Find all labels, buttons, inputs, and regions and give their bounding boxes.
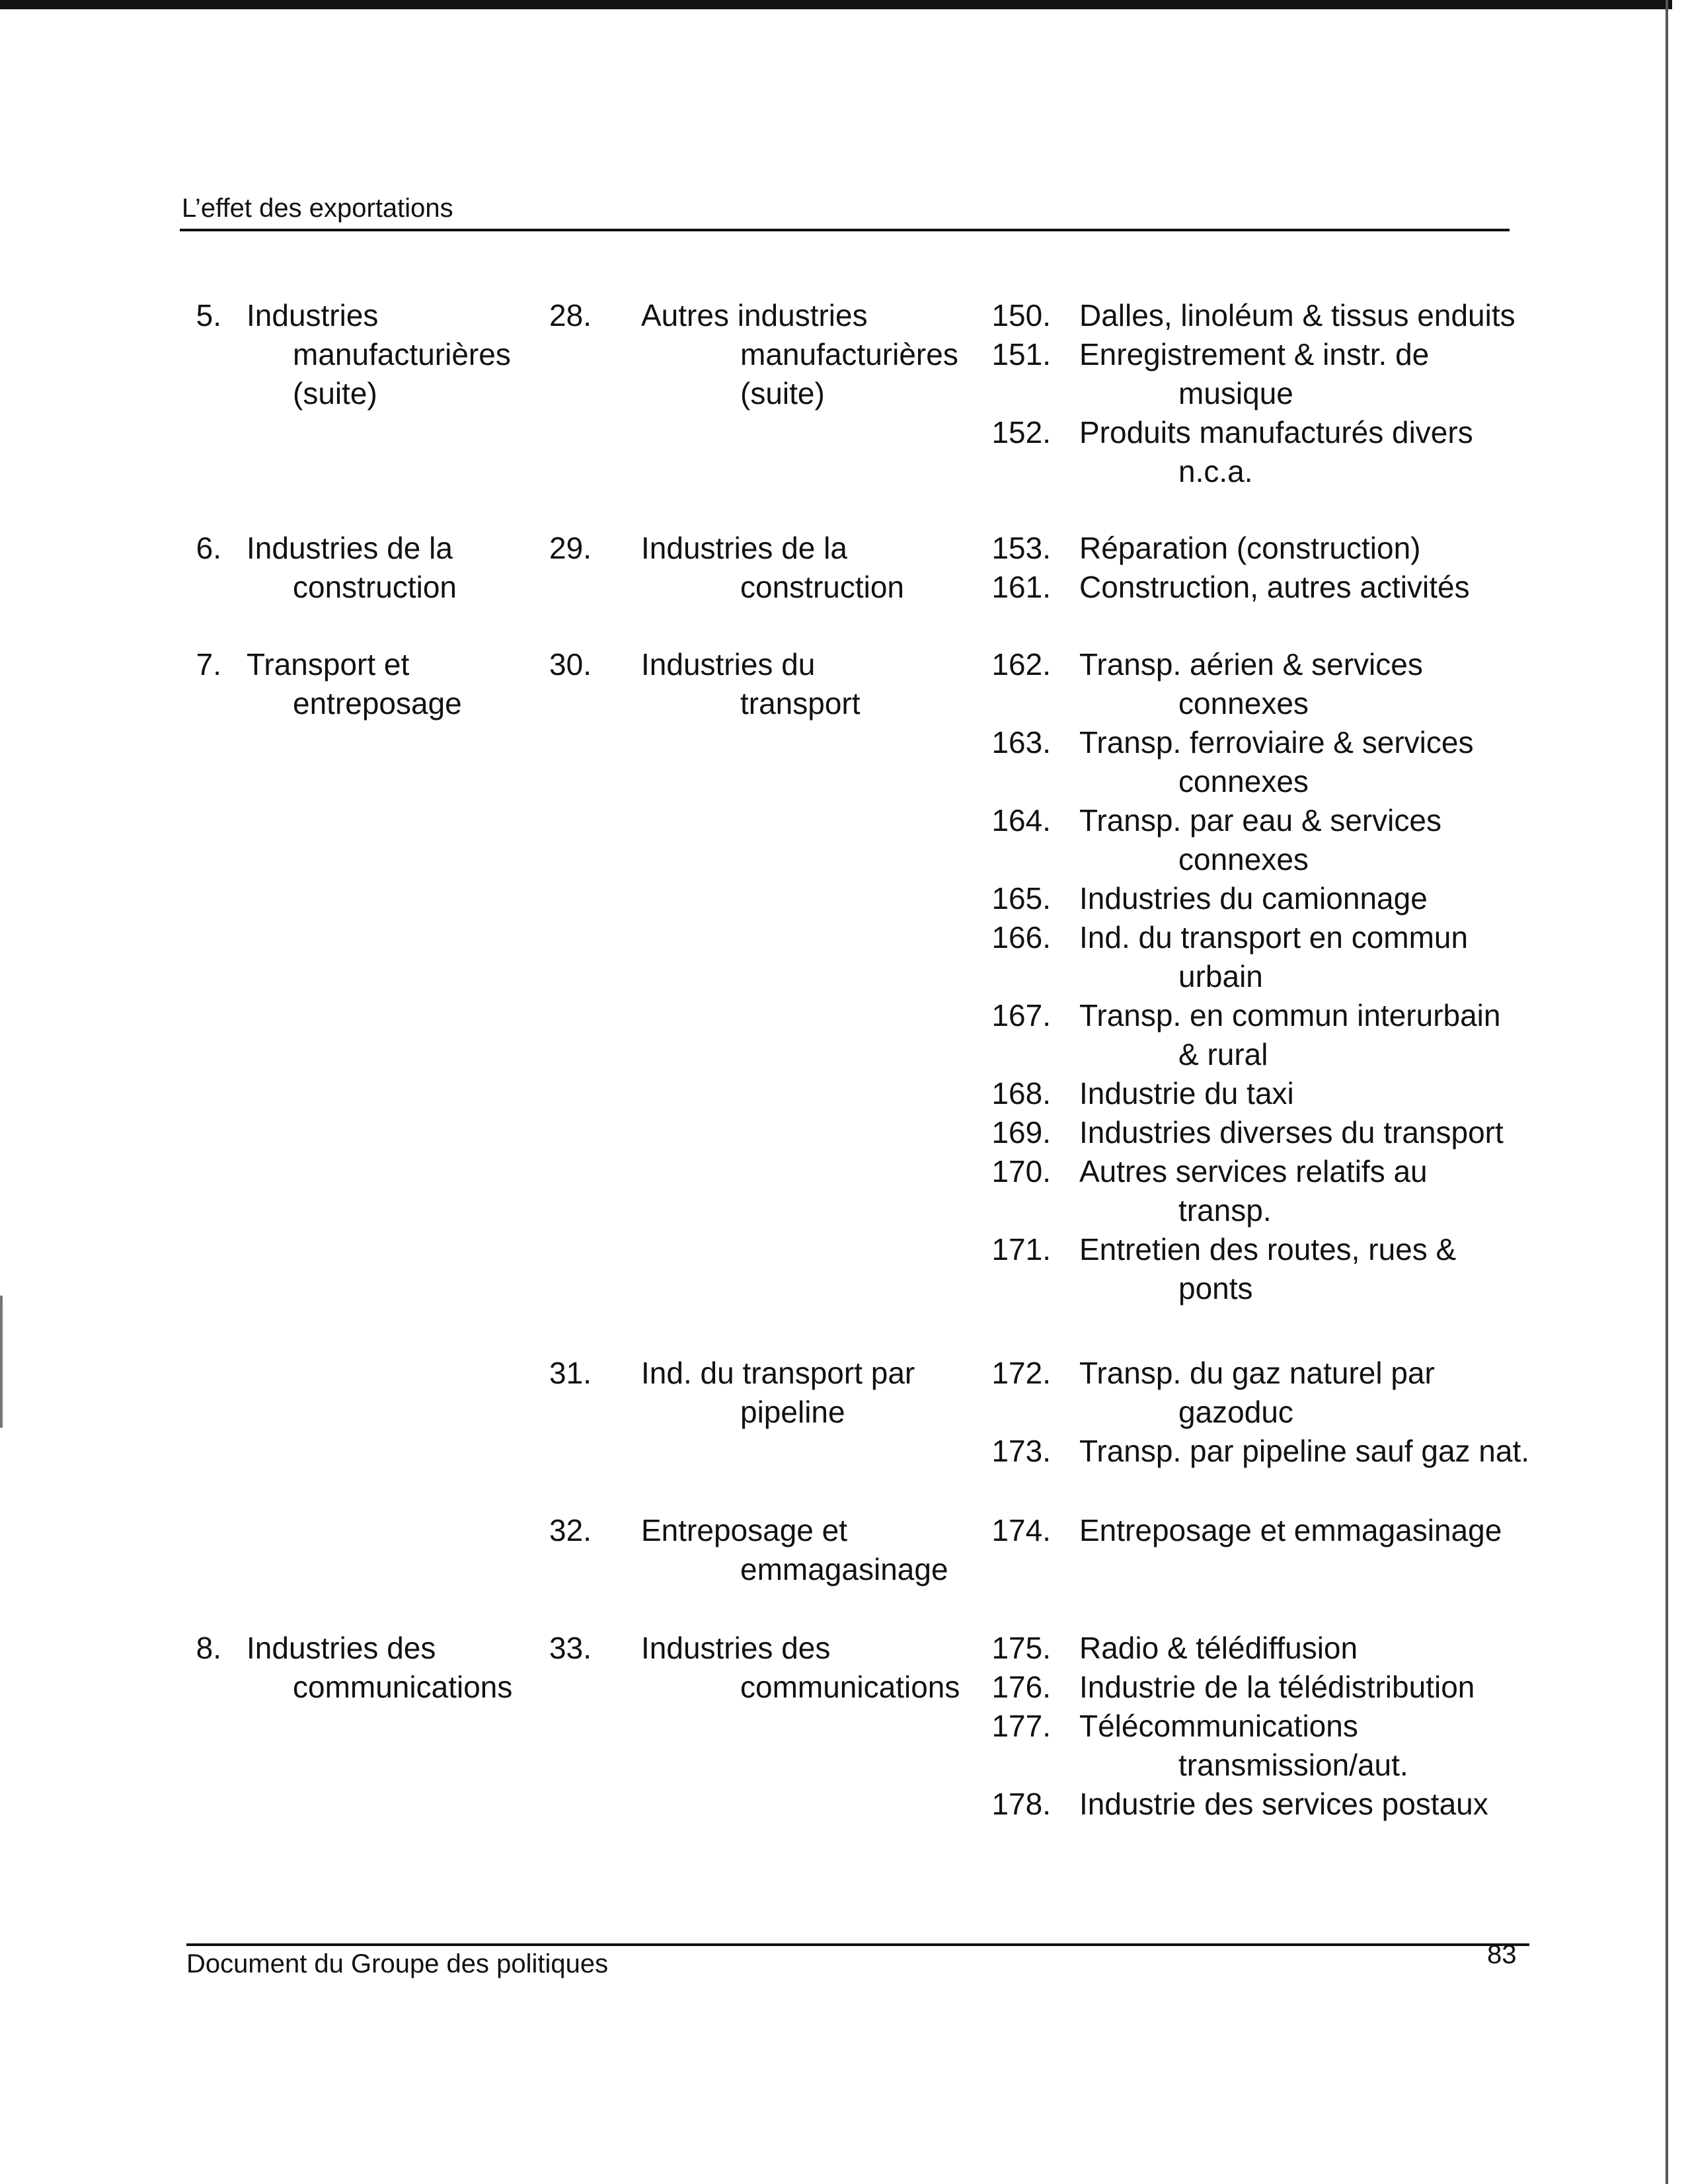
top-border	[0, 0, 1672, 9]
industry-label: Autres services relatifs au	[1079, 1154, 1428, 1189]
industry-label: Industries du camionnage	[1079, 881, 1428, 916]
industry	[1079, 568, 1470, 607]
industry-group	[641, 529, 904, 607]
sector-continuation: manufacturières	[293, 337, 511, 371]
sector-label: Industries de la	[247, 531, 453, 565]
industry-group-number: 29.	[549, 531, 592, 565]
sector-continuation: (suite)	[293, 376, 377, 410]
sector-continuation: construction	[293, 570, 457, 604]
industry	[1079, 1707, 1408, 1785]
sector-number: 7.	[196, 647, 221, 682]
industry	[1079, 1152, 1428, 1230]
industry-group	[641, 1354, 915, 1432]
sector	[247, 529, 457, 607]
sector	[247, 1629, 512, 1707]
industry	[1079, 1629, 1358, 1668]
industry-group-number: 33.	[549, 1631, 592, 1665]
industry-continuation: & rural	[1178, 1037, 1268, 1072]
industry-label: Radio & télédiffusion	[1079, 1631, 1358, 1665]
industry-number: 171.	[991, 1232, 1051, 1267]
industry-number: 150.	[991, 298, 1051, 332]
sector-number: 6.	[196, 531, 221, 565]
industry-group	[641, 296, 958, 413]
industry	[1079, 413, 1473, 491]
industry-group-label: Entreposage et	[641, 1513, 848, 1547]
industry-group-number: 31.	[549, 1356, 592, 1390]
page-number: 83	[1487, 1940, 1517, 1969]
industry-group-label: Industries du	[641, 647, 816, 682]
header-rule	[180, 229, 1510, 231]
sector	[247, 645, 462, 723]
right-page-edge	[1666, 0, 1668, 2184]
industry-group-continuation: construction	[740, 570, 905, 604]
industry-group	[641, 645, 861, 723]
sector	[247, 296, 511, 413]
industry-label: Transp. en commun interurbain	[1079, 998, 1501, 1033]
industry-group-label: Industries des	[641, 1631, 831, 1665]
industry	[1079, 801, 1441, 879]
industry-label: Transp. par pipeline sauf gaz nat.	[1079, 1434, 1530, 1468]
industry-continuation: gazoduc	[1178, 1395, 1293, 1429]
industry-continuation: connexes	[1178, 842, 1309, 877]
industry-number: 164.	[991, 803, 1051, 838]
industry-label: Transp. du gaz naturel par	[1079, 1356, 1435, 1390]
sector-number: 5.	[196, 298, 221, 332]
industry	[1079, 529, 1420, 568]
industry-continuation: musique	[1178, 376, 1293, 410]
industry-continuation: connexes	[1178, 686, 1309, 721]
industry	[1079, 1668, 1475, 1707]
industry-group-number: 30.	[549, 647, 592, 682]
industry	[1079, 918, 1468, 996]
industry-number: 161.	[991, 570, 1051, 604]
running-header: L’effet des exportations	[182, 194, 453, 223]
sector-label: Industries	[247, 298, 379, 332]
industry-label: Transp. ferroviaire & services	[1079, 725, 1474, 760]
industry-number: 172.	[991, 1356, 1051, 1390]
industry-number: 165.	[991, 881, 1051, 916]
industry-number: 162.	[991, 647, 1051, 682]
industry-number: 174.	[991, 1513, 1051, 1547]
sector-continuation: entreposage	[293, 686, 462, 721]
left-scan-mark	[0, 1296, 3, 1428]
industry-label: Entretien des routes, rues &	[1079, 1232, 1457, 1267]
industry-number: 178.	[991, 1787, 1051, 1821]
industry-number: 166.	[991, 920, 1051, 955]
industry-number: 175.	[991, 1631, 1051, 1665]
industry	[1079, 645, 1423, 723]
industry-number: 152.	[991, 415, 1051, 449]
industry-label: Télécommunications	[1079, 1709, 1358, 1743]
footer-text: Document du Groupe des politiques	[186, 1949, 609, 1978]
industry-continuation: transp.	[1178, 1193, 1272, 1228]
industry-label: Industrie du taxi	[1079, 1076, 1294, 1111]
industry-number: 168.	[991, 1076, 1051, 1111]
industry-group-continuation: manufacturières	[740, 337, 958, 371]
industry	[1079, 1432, 1529, 1471]
industry	[1079, 1354, 1435, 1432]
industry	[1079, 996, 1501, 1074]
industry	[1079, 879, 1428, 918]
industry-number: 170.	[991, 1154, 1051, 1189]
industry-group-continuation: emmagasinage	[740, 1552, 948, 1586]
industry-label: Dalles, linoléum & tissus enduits	[1079, 298, 1515, 332]
sector-continuation: communications	[293, 1670, 513, 1704]
industry-continuation: n.c.a.	[1178, 454, 1253, 488]
industry-continuation: transmission/aut.	[1178, 1748, 1408, 1782]
industry-label: Construction, autres activités	[1079, 570, 1470, 604]
industry-group	[641, 1629, 960, 1707]
industry-label: Produits manufacturés divers	[1079, 415, 1473, 449]
industry-label: Réparation (construction)	[1079, 531, 1421, 565]
industry	[1079, 1113, 1504, 1152]
sector-number: 8.	[196, 1631, 221, 1665]
sector-label: Industries des	[247, 1631, 436, 1665]
industry-group	[641, 1511, 948, 1589]
industry-number: 153.	[991, 531, 1051, 565]
industry	[1079, 1511, 1502, 1550]
industry-number: 163.	[991, 725, 1051, 760]
industry-group-label: Ind. du transport par	[641, 1356, 915, 1390]
industry-number: 169.	[991, 1115, 1051, 1150]
industry-label: Ind. du transport en commun	[1079, 920, 1469, 955]
industry-group-continuation: communications	[740, 1670, 960, 1704]
industry-group-label: Autres industries	[641, 298, 868, 332]
industry-continuation: urbain	[1178, 959, 1263, 994]
industry-label: Industrie de la télédistribution	[1079, 1670, 1475, 1704]
industry	[1079, 296, 1515, 335]
industry	[1079, 1785, 1488, 1824]
industry-number: 173.	[991, 1434, 1051, 1468]
industry-number: 176.	[991, 1670, 1051, 1704]
industry	[1079, 723, 1473, 801]
industry-continuation: connexes	[1178, 764, 1309, 799]
industry-group-continuation: transport	[740, 686, 861, 721]
footer-rule	[186, 1943, 1529, 1946]
industry-group-label: Industries de la	[641, 531, 847, 565]
industry-number: 177.	[991, 1709, 1051, 1743]
industry	[1079, 1074, 1294, 1113]
industry	[1079, 335, 1429, 413]
industry-group-number: 32.	[549, 1513, 592, 1547]
industry-group-continuation: pipeline	[740, 1395, 845, 1429]
industry-number: 151.	[991, 337, 1051, 371]
industry-label: Transp. par eau & services	[1079, 803, 1441, 838]
industry-label: Enregistrement & instr. de	[1079, 337, 1430, 371]
industry-number: 167.	[991, 998, 1051, 1033]
sector-label: Transport et	[247, 647, 410, 682]
industry-group-number: 28.	[549, 298, 592, 332]
industry-group-continuation: (suite)	[740, 376, 825, 410]
industry-label: Industrie des services postaux	[1079, 1787, 1488, 1821]
industry-label: Industries diverses du transport	[1079, 1115, 1504, 1150]
industry-label: Transp. aérien & services	[1079, 647, 1423, 682]
industry-label: Entreposage et emmagasinage	[1079, 1513, 1502, 1547]
industry-continuation: ponts	[1178, 1271, 1253, 1306]
industry	[1079, 1230, 1456, 1308]
